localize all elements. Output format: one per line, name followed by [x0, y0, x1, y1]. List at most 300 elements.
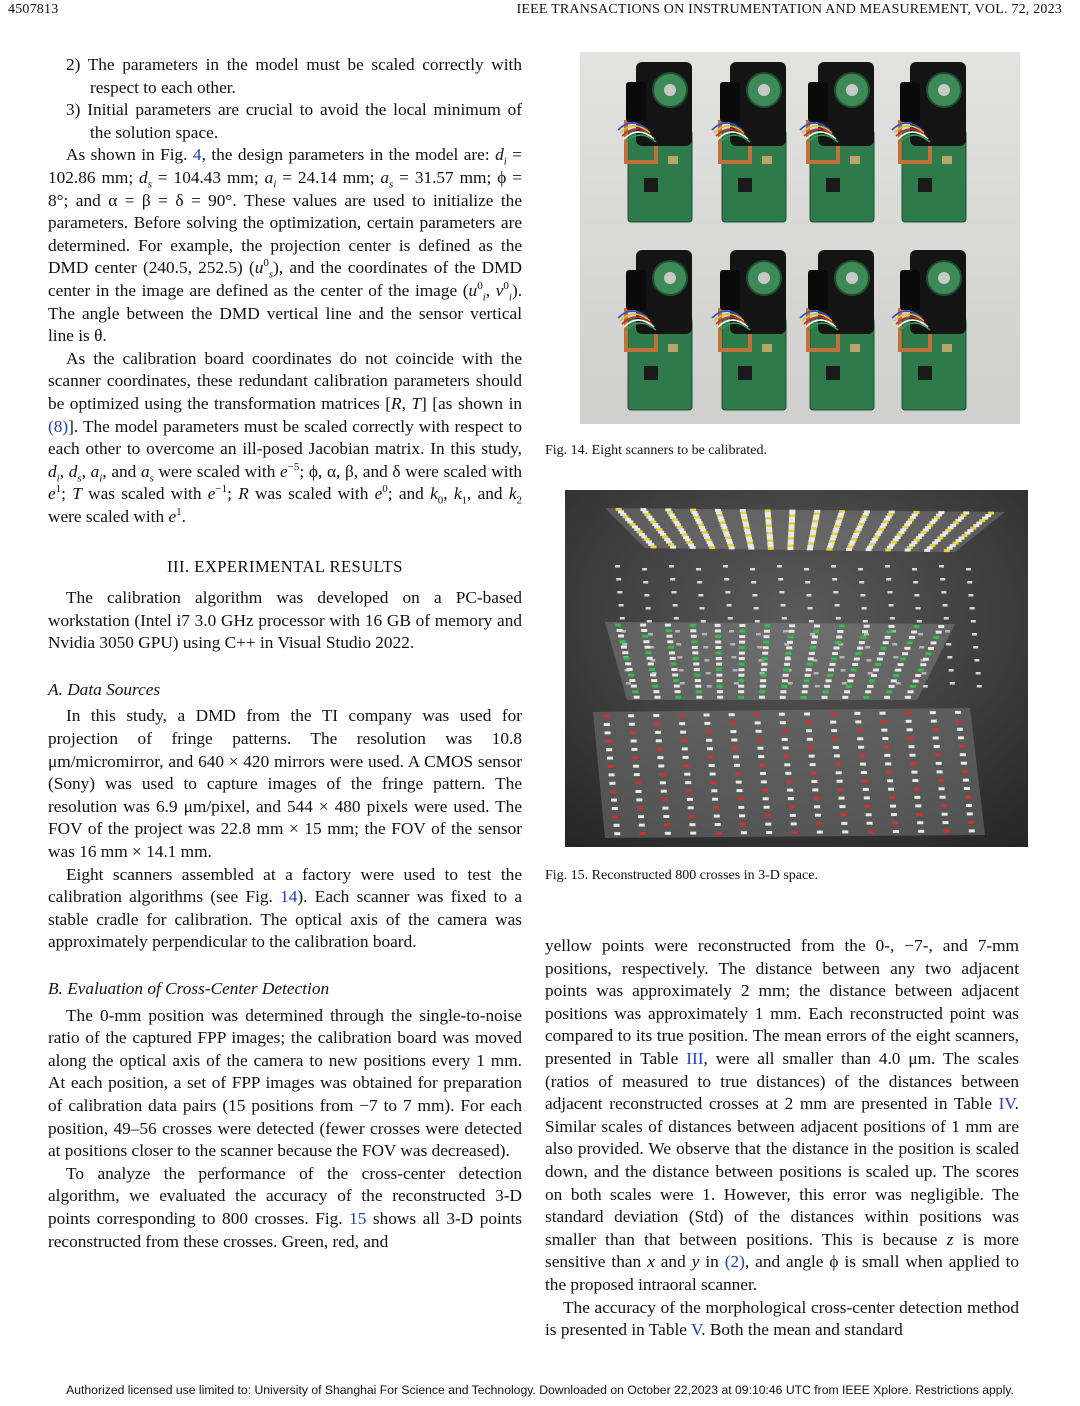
cross-point — [889, 796, 895, 799]
cross-point — [846, 548, 852, 551]
cross-point — [765, 814, 771, 817]
cross-point — [621, 646, 627, 649]
cross-point — [610, 790, 616, 793]
cross-point — [730, 722, 736, 725]
cross-point — [763, 797, 769, 800]
cross-point — [913, 680, 919, 683]
cross-point — [812, 635, 818, 638]
cross-point — [858, 568, 863, 571]
cross-point — [759, 696, 765, 699]
cross-point — [829, 712, 835, 715]
cross-point — [836, 617, 841, 620]
paragraph-design-parameters: As shown in Fig. 4, the design parameters in the model are: $d_i = 102.86$ mm; $d_s = 104.43$ mm; $a_i = 24.14$ mm; $a_s = 31.57$ mm; ϕ = 8°; and α = β = δ = 90°. These values are used to initialize the parameters. Before solving the optimization, certain parameters are determined. For example, the projection center is defined as the DMD center (240.5, 252.5) $(u^0_s)$, and the coordinates of the DMD center in the image are defined as the center of the image ($u^0_i$, $v^0_i$). The angle between the DMD vertical line and the sensor vertical line is θ. — [48, 145, 523, 346]
cross-point — [662, 807, 668, 810]
cross-point — [609, 773, 615, 776]
cross-point — [831, 657, 837, 660]
cross-point — [839, 797, 845, 800]
cross-point — [787, 547, 793, 550]
cross-point — [611, 799, 617, 802]
cross-point — [791, 822, 797, 825]
cross-point — [807, 738, 813, 741]
cross-point — [805, 721, 811, 724]
cross-point — [833, 591, 838, 594]
cross-point — [618, 635, 624, 638]
cross-point — [629, 679, 635, 682]
cross-point — [643, 640, 649, 643]
cross-point — [682, 747, 688, 750]
cross-point — [734, 764, 740, 767]
cross-point — [739, 624, 745, 627]
cross-point — [760, 772, 766, 775]
cross-point — [908, 737, 914, 740]
cross-point — [815, 814, 821, 817]
cross-point — [653, 714, 659, 717]
cross-point — [934, 745, 940, 748]
cross-point — [806, 594, 811, 597]
cross-point — [867, 822, 873, 825]
cross-point — [731, 739, 737, 742]
cross-point — [858, 746, 864, 749]
cross-point — [645, 646, 651, 649]
cross-point — [779, 591, 784, 594]
cross-point — [886, 578, 891, 581]
cross-point — [968, 821, 974, 824]
footer-license: Authorized licensed use limited to: University of Shanghai For Science and Technology. Downloaded on October 22,2023 at 09:10:46 UTC from IEEE Xplore. Restrictions apply. — [66, 1383, 1014, 1397]
eq-2-link[interactable]: (2) — [724, 1252, 745, 1272]
cross-point — [697, 581, 702, 584]
cross-point — [637, 807, 643, 810]
cross-point — [907, 728, 913, 731]
cross-point — [675, 696, 681, 699]
cross-point — [631, 740, 637, 743]
header-journal-title: IEEE TRANSACTIONS ON INSTRUMENTATION AND MEASUREMENT, VOL. 72, 2023 — [516, 2, 1062, 17]
cross-point — [857, 647, 863, 650]
cross-point — [893, 674, 899, 677]
cross-point — [652, 685, 658, 688]
cross-point — [715, 646, 721, 649]
cross-point — [646, 651, 652, 654]
cross-point — [871, 674, 877, 677]
cross-point — [933, 636, 939, 639]
cross-point — [762, 652, 768, 655]
cross-point — [792, 831, 798, 834]
cross-point — [655, 696, 661, 699]
cross-point — [716, 668, 722, 671]
cross-point — [716, 663, 722, 666]
cross-point — [737, 789, 743, 792]
cross-point — [789, 624, 795, 627]
cross-point — [783, 668, 789, 671]
cross-point — [885, 548, 891, 551]
cross-point — [856, 729, 862, 732]
table-5-link[interactable]: V — [690, 1320, 702, 1340]
cross-point — [717, 696, 723, 699]
cross-point — [738, 690, 744, 693]
cross-point — [925, 652, 931, 655]
cross-point — [639, 824, 645, 827]
cross-point — [933, 737, 939, 740]
cross-point — [859, 641, 865, 644]
cross-point — [931, 720, 937, 723]
fig-15-link[interactable]: 15 — [349, 1208, 367, 1228]
cross-point — [688, 806, 694, 809]
cross-point — [644, 594, 649, 597]
cross-point — [661, 790, 667, 793]
paragraph-scaling: As the calibration board coordinates do not coincide with the scanner coordinates, these redundant calibration parameters should be optimized using the transformation matrices [R, T] [as shown in (8)]. The model parameters must be scaled correctly with respect to each other to overcome an ill-posed Jacobian matrix. In this study, $d_i$, $d_s$, $a_i$, and $a_s$ were scaled with $e^{-5}$; ϕ, α, β, and δ were scaled with $e^1$; T was scaled with $e^{-1}$; R was scaled with $e^0$; and $k_0$, $k_1$, and $k_2$ were scaled with $e^1$. — [48, 348, 523, 526]
cross-point — [862, 630, 868, 633]
cross-point — [717, 679, 723, 682]
cross-point — [710, 781, 716, 784]
cross-point — [898, 663, 904, 666]
cross-point — [640, 832, 646, 835]
cross-point — [867, 685, 873, 688]
cross-point — [646, 607, 651, 610]
cross-point — [761, 668, 767, 671]
cross-point — [738, 679, 744, 682]
cross-point — [885, 565, 890, 568]
cross-point — [658, 765, 664, 768]
cross-point — [715, 635, 721, 638]
cross-point — [757, 747, 763, 750]
cross-point — [917, 821, 923, 824]
table-4-link[interactable]: IV — [998, 1094, 1015, 1114]
cross-point — [628, 714, 634, 717]
cross-point — [628, 674, 634, 677]
cross-point — [738, 674, 744, 677]
cross-point — [944, 617, 949, 620]
cross-point — [889, 604, 894, 607]
cross-point — [860, 763, 866, 766]
cross-point — [700, 607, 705, 610]
cross-point — [684, 764, 690, 767]
cross-point — [970, 607, 975, 610]
cross-point — [781, 730, 787, 733]
cross-point — [788, 635, 794, 638]
cross-point — [716, 652, 722, 655]
eq-8-link[interactable]: (8) — [48, 416, 69, 436]
cross-point — [620, 640, 626, 643]
cross-point — [762, 657, 768, 660]
cross-point — [923, 658, 929, 661]
cross-point — [826, 679, 832, 682]
cross-point — [788, 630, 794, 633]
scanner-board — [618, 250, 692, 410]
cross-point — [680, 731, 686, 734]
cross-point — [810, 763, 816, 766]
cross-point — [691, 640, 697, 643]
cross-point — [714, 815, 720, 818]
cross-point — [723, 565, 728, 568]
cross-point — [616, 578, 621, 581]
cross-point — [784, 763, 790, 766]
cross-point — [916, 607, 921, 610]
fig-14-link[interactable]: 14 — [280, 887, 298, 907]
cross-point — [669, 651, 675, 654]
cross-point — [670, 578, 675, 581]
cross-point — [692, 651, 698, 654]
cross-point — [780, 721, 786, 724]
cross-point — [754, 607, 759, 610]
cross-point — [786, 780, 792, 783]
cross-point — [763, 646, 769, 649]
cross-point — [693, 657, 699, 660]
cross-point — [835, 604, 840, 607]
scanner-board — [618, 62, 692, 222]
cross-point — [905, 711, 911, 714]
cross-point — [804, 679, 810, 682]
cross-point — [949, 669, 954, 672]
cross-point — [704, 714, 710, 717]
cross-point — [715, 641, 721, 644]
cross-point — [739, 668, 745, 671]
cross-point — [918, 669, 924, 672]
cross-point — [900, 658, 906, 661]
cross-point — [739, 635, 745, 638]
cross-point — [709, 764, 715, 767]
cross-point — [759, 690, 765, 693]
cross-point — [835, 763, 841, 766]
cross-point — [764, 806, 770, 809]
paragraph-performance: To analyze the performance of the cross-center detection algorithm, we evaluated the accuracy of the reconstructed 3-D points corresponding to 800 crosses. Fig. 15 shows all 3-D points reconstructed from these crosses. Green, red, and — [48, 1163, 522, 1251]
cross-point — [865, 805, 871, 808]
cross-point — [785, 772, 791, 775]
cross-point — [755, 721, 761, 724]
cross-point — [939, 787, 945, 790]
cross-point — [931, 641, 937, 644]
cross-point — [732, 747, 738, 750]
cross-point — [654, 723, 660, 726]
cross-point — [765, 823, 771, 826]
cross-point — [739, 663, 745, 666]
cross-point — [967, 581, 972, 584]
cross-point — [885, 762, 891, 765]
scanner-board — [800, 250, 874, 410]
cross-point — [813, 630, 819, 633]
cross-point — [936, 762, 942, 765]
cross-point — [739, 646, 745, 649]
cross-point — [707, 747, 713, 750]
cross-point — [668, 646, 674, 649]
cross-point — [737, 798, 743, 801]
cross-point — [716, 674, 722, 677]
cross-point — [724, 578, 729, 581]
cross-point — [809, 620, 814, 623]
cross-point — [873, 669, 879, 672]
cross-point — [674, 685, 680, 688]
cross-point — [781, 604, 786, 607]
cross-point — [689, 823, 695, 826]
cross-point — [638, 815, 644, 818]
cross-point — [659, 773, 665, 776]
cross-point — [787, 641, 793, 644]
cross-point — [614, 824, 620, 827]
cross-point — [673, 604, 678, 607]
cross-point — [803, 685, 809, 688]
cross-point — [657, 748, 663, 751]
cross-point — [740, 823, 746, 826]
cross-point — [778, 578, 783, 581]
cross-point — [636, 798, 642, 801]
cross-point — [840, 814, 846, 817]
cross-point — [860, 636, 866, 639]
cross-point — [944, 830, 950, 833]
cross-point — [974, 659, 979, 662]
cross-point — [715, 629, 721, 632]
cross-point — [832, 738, 838, 741]
cross-point — [647, 657, 653, 660]
cross-point — [761, 674, 767, 677]
cross-point — [615, 565, 620, 568]
cross-point — [824, 685, 830, 688]
cross-point — [728, 617, 733, 620]
cross-point — [766, 831, 772, 834]
cross-point — [940, 578, 945, 581]
cross-point — [787, 789, 793, 792]
cross-point — [844, 690, 850, 693]
cross-point — [914, 796, 920, 799]
cross-point — [880, 712, 886, 715]
cross-point — [750, 568, 755, 571]
cross-point — [911, 631, 917, 634]
cross-point — [977, 685, 982, 688]
cross-point — [860, 594, 865, 597]
cross-point — [810, 646, 816, 649]
cross-point — [711, 789, 717, 792]
cross-point — [966, 568, 971, 571]
cross-point — [830, 721, 836, 724]
cross-point — [667, 635, 673, 638]
paragraph-workstation: The calibration algorithm was developed on a PC-based workstation (Intel i7 3.0 GHz processor with 16 GB of memory and Nvidia 3050 GPU) using C++ in Visual Studio 2022. — [48, 588, 522, 653]
cross-point — [671, 663, 677, 666]
cross-point — [712, 798, 718, 801]
cross-point — [932, 728, 938, 731]
cross-point — [889, 685, 895, 688]
cross-point — [866, 813, 872, 816]
cross-point — [691, 635, 697, 638]
cross-point — [790, 814, 796, 817]
cross-point — [861, 771, 867, 774]
cross-point — [864, 625, 870, 628]
cross-point — [670, 657, 676, 660]
cross-point — [893, 830, 899, 833]
list-item-3: 3) Initial parameters are crucial to avoid the local minimum of the solution space. — [66, 100, 522, 142]
cross-point — [764, 624, 770, 627]
cross-point — [943, 821, 949, 824]
cross-point — [859, 754, 865, 757]
cross-point — [754, 713, 760, 716]
cross-point — [663, 815, 669, 818]
cross-point — [609, 782, 615, 785]
figure-14-scanners-photo — [580, 52, 1020, 424]
cross-point — [941, 591, 946, 594]
cross-point — [678, 714, 684, 717]
list-item-2: 2) The parameters in the model must be scaled correctly with respect to each other. — [66, 55, 522, 97]
cross-point — [656, 739, 662, 742]
cross-point — [713, 806, 719, 809]
left-column — [48, 54, 522, 1253]
cross-point — [886, 690, 892, 693]
cross-point — [915, 804, 921, 807]
cross-point — [782, 679, 788, 682]
cross-point — [605, 740, 611, 743]
cross-point — [657, 756, 663, 759]
cross-point — [685, 781, 691, 784]
cross-point — [605, 731, 611, 734]
header-page-number: 4507813 — [8, 2, 59, 17]
cross-point — [683, 756, 689, 759]
cross-point — [890, 805, 896, 808]
cross-point — [615, 623, 621, 626]
cross-point — [632, 690, 638, 693]
cross-point — [729, 546, 735, 549]
cross-point — [647, 620, 652, 623]
cross-point — [739, 657, 745, 660]
cross-point — [748, 547, 754, 550]
cross-point — [936, 631, 942, 634]
cross-point — [619, 604, 624, 607]
cross-point — [717, 685, 723, 688]
cross-point — [918, 830, 924, 833]
scanner-board — [800, 62, 874, 222]
cross-point — [804, 713, 810, 716]
cross-point — [604, 723, 610, 726]
cross-point — [841, 822, 847, 825]
cross-point — [709, 546, 715, 549]
cross-point — [614, 832, 620, 835]
cross-point — [839, 805, 845, 808]
cross-point — [607, 757, 613, 760]
fig-4-link[interactable]: 4 — [192, 145, 202, 165]
cross-point — [958, 736, 964, 739]
cross-point — [863, 696, 869, 699]
cross-point — [651, 679, 657, 682]
cross-point — [969, 829, 975, 832]
cross-point — [908, 690, 914, 693]
table-3-link[interactable]: III — [686, 1048, 704, 1068]
cross-point — [687, 798, 693, 801]
subsection-heading-data-sources: A. Data Sources — [48, 679, 161, 699]
cross-point — [704, 722, 710, 725]
cross-point — [651, 545, 657, 548]
cross-point — [738, 696, 744, 699]
cross-point — [822, 696, 828, 699]
figure-15-caption: Fig. 15. Reconstructed 800 crosses in 3-D space. — [545, 868, 818, 883]
cross-point — [632, 756, 638, 759]
cross-point — [763, 641, 769, 644]
cross-point — [909, 745, 915, 748]
cross-point — [888, 788, 894, 791]
cross-point — [735, 772, 741, 775]
cross-point — [625, 662, 631, 665]
cross-point — [617, 629, 623, 632]
cross-point — [836, 771, 842, 774]
cross-point — [854, 658, 860, 661]
cross-point — [807, 663, 813, 666]
cross-point — [882, 737, 888, 740]
cross-point — [868, 830, 874, 833]
cross-point — [705, 730, 711, 733]
cross-point — [955, 711, 961, 714]
scanner-board — [712, 62, 786, 222]
cross-point — [665, 832, 671, 835]
cross-point — [738, 806, 744, 809]
cross-point — [752, 594, 757, 597]
cross-point — [884, 696, 890, 699]
cross-point — [968, 594, 973, 597]
cross-point — [939, 565, 944, 568]
cross-point — [911, 771, 917, 774]
cross-point — [866, 548, 872, 551]
